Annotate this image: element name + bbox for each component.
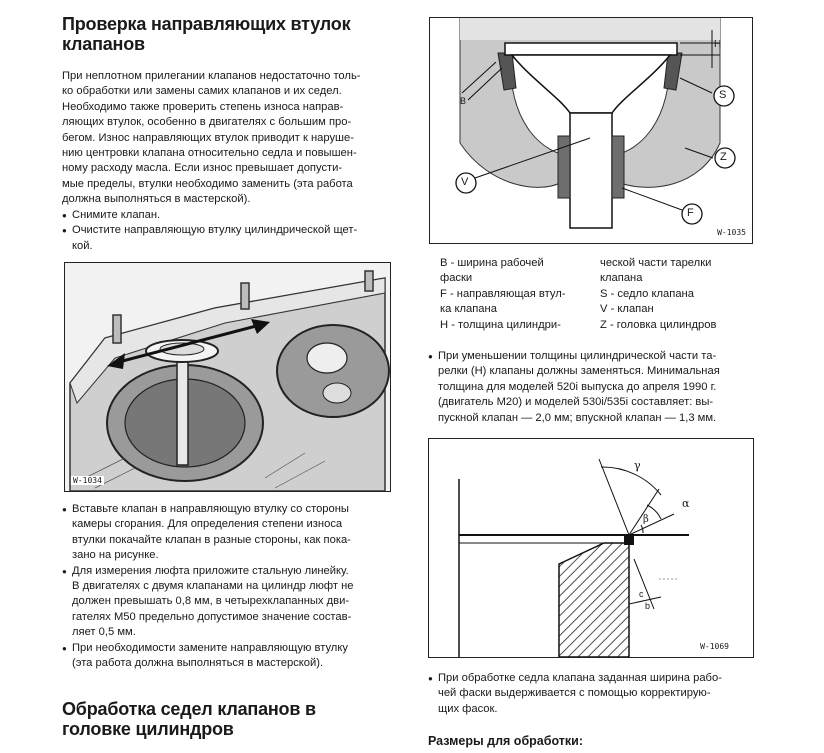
- title-line-2: клапанов: [62, 34, 145, 54]
- intro-paragraph: [62, 69, 392, 208]
- steps-list-1: [62, 208, 392, 254]
- title2-line-2: головке цилиндров: [62, 719, 234, 739]
- bullet-insert-valve: [62, 502, 394, 564]
- label-z: Z: [720, 151, 727, 163]
- label-h: H: [714, 39, 722, 50]
- title2-line-1: Обработка седел клапанов в: [62, 699, 316, 719]
- intro-line: нию центровки клапана относительно седла и повышен-: [62, 147, 357, 160]
- bullet-replace-guide: [62, 641, 394, 672]
- bullet-text: Снимите клапан.: [72, 209, 161, 221]
- bullet-text: релки (Н) клапаны должны заменяться. Минимальная: [438, 365, 720, 378]
- intro-line: Необходимо также проверить степень износа направ-: [62, 100, 344, 113]
- bullet-text: кой.: [72, 239, 93, 252]
- bullet-text: пускной клапан — 2,0 мм; впускной клапан — 1,3 мм.: [438, 411, 717, 424]
- intro-line: ляющих втулок, особенно в двигателях с большим про-: [62, 116, 352, 129]
- valve-section-illustration: [430, 18, 752, 243]
- legend-column-1: [440, 256, 605, 333]
- figure-valve-section: [429, 17, 753, 244]
- legend-column-2: [600, 256, 760, 333]
- legend-line: F - направляющая втул-: [440, 287, 566, 300]
- figure1-code: W-1034: [73, 476, 102, 485]
- steps-list-2: [62, 502, 394, 671]
- bullet-text: втулки покачайте клапан в разные стороны, как пока-: [72, 533, 351, 546]
- bullet-text: При обработке седла клапана заданная ширина рабо-: [438, 672, 722, 684]
- bullet-text: щих фасок.: [438, 702, 498, 715]
- bullet-seat-chamfer: [428, 671, 763, 717]
- label-b: B: [460, 96, 467, 106]
- bullet-text: (двигатель М20) и моделей 530i/535i составляет: вы-: [438, 396, 714, 409]
- bullet-text: Вставьте клапан в направляющую втулку со стороны: [72, 503, 349, 515]
- intro-line: При неплотном прилегании клапанов недостаточно толь-: [62, 70, 361, 82]
- bullet-text: чей фаски выдерживается с помощью корректирую-: [438, 687, 711, 700]
- label-alpha: α: [682, 497, 690, 510]
- bullet-text: При уменьшении толщины цилиндрической части та-: [438, 350, 717, 362]
- intro-line: бегом. Износ направляющих втулок приводит к наруше-: [62, 131, 354, 144]
- label-gamma: γ: [634, 459, 641, 472]
- bullet-text: При необходимости замените направляющую втулку: [72, 641, 348, 654]
- legend-line: Н - толщина цилиндри-: [440, 318, 561, 331]
- bullet-clean-guide: [62, 223, 392, 254]
- figure3-code: W-1069: [700, 642, 729, 651]
- bullet-text: должен превышать 0,8 мм, в четырехклапанных дви-: [72, 595, 350, 608]
- intro-line: должна выполняться в мастерской).: [62, 193, 251, 206]
- intro-line: ному расходу масла. Если износ превышает допусти-: [62, 162, 343, 175]
- bullet-text: (эта работа должна выполняться в мастерской).: [72, 657, 324, 670]
- label-c: c: [639, 589, 644, 599]
- bullet-text: толщина для моделей 520i выпуска до апреля 1990 г.: [438, 380, 717, 393]
- figure-seat-angles: [428, 438, 754, 658]
- figure2-code: W-1035: [717, 228, 746, 237]
- legend-line: фаски: [440, 272, 473, 285]
- bullet-seat: [428, 671, 763, 717]
- legend-line: В - ширина рабочей: [440, 257, 544, 269]
- seat-angles-illustration: [429, 439, 753, 657]
- bullet-valve-thickness: [428, 349, 763, 426]
- intro-line: мые пределы, втулки необходимо заменить (эта работа: [62, 177, 353, 190]
- bullet-text: зано на рисунке.: [72, 549, 159, 562]
- subheading-dimensions: Размеры для обработки:: [428, 734, 584, 748]
- title-line-1: Проверка направляющих втулок: [62, 14, 351, 34]
- legend-line: клапана: [600, 272, 643, 285]
- legend-line: V - клапан: [600, 303, 654, 316]
- bullet-text: Очистите направляющую втулку цилиндрической щет-: [72, 224, 358, 237]
- label-v: V: [461, 176, 469, 188]
- legend-line: Z - головка цилиндров: [600, 318, 717, 331]
- cylinder-head-illustration: [65, 263, 390, 491]
- bullet-remove-valve: [62, 208, 392, 223]
- bullet-text: гателях М50 предельно допустимое значение состав-: [72, 610, 352, 623]
- legend-line: ка клапана: [440, 303, 497, 316]
- label-beta: β: [643, 514, 649, 525]
- legend-line: ческой части тарелки: [600, 257, 712, 269]
- section-title-valve-guides: [62, 14, 402, 54]
- bullet-text: В двигателях с двумя клапанами на цилиндр люфт не: [72, 580, 354, 593]
- intro-line: ко обработки или замены самих клапанов и их седел.: [62, 85, 342, 98]
- bullet-text: камеры сгорания. Для определения степени износа: [72, 518, 343, 531]
- bullet-measure-play: [62, 564, 394, 641]
- bullet-text: ляет 0,5 мм.: [72, 626, 136, 639]
- legend-line: S - седло клапана: [600, 287, 694, 300]
- label-s: S: [719, 89, 727, 101]
- bullet-text: Для измерения люфта приложите стальную линейку.: [72, 564, 349, 577]
- label-b-width: b: [645, 601, 651, 611]
- section-title-valve-seats: [62, 699, 402, 739]
- figure-cylinder-head: [64, 262, 391, 492]
- label-f: F: [687, 207, 694, 219]
- bullet-thickness: [428, 349, 763, 426]
